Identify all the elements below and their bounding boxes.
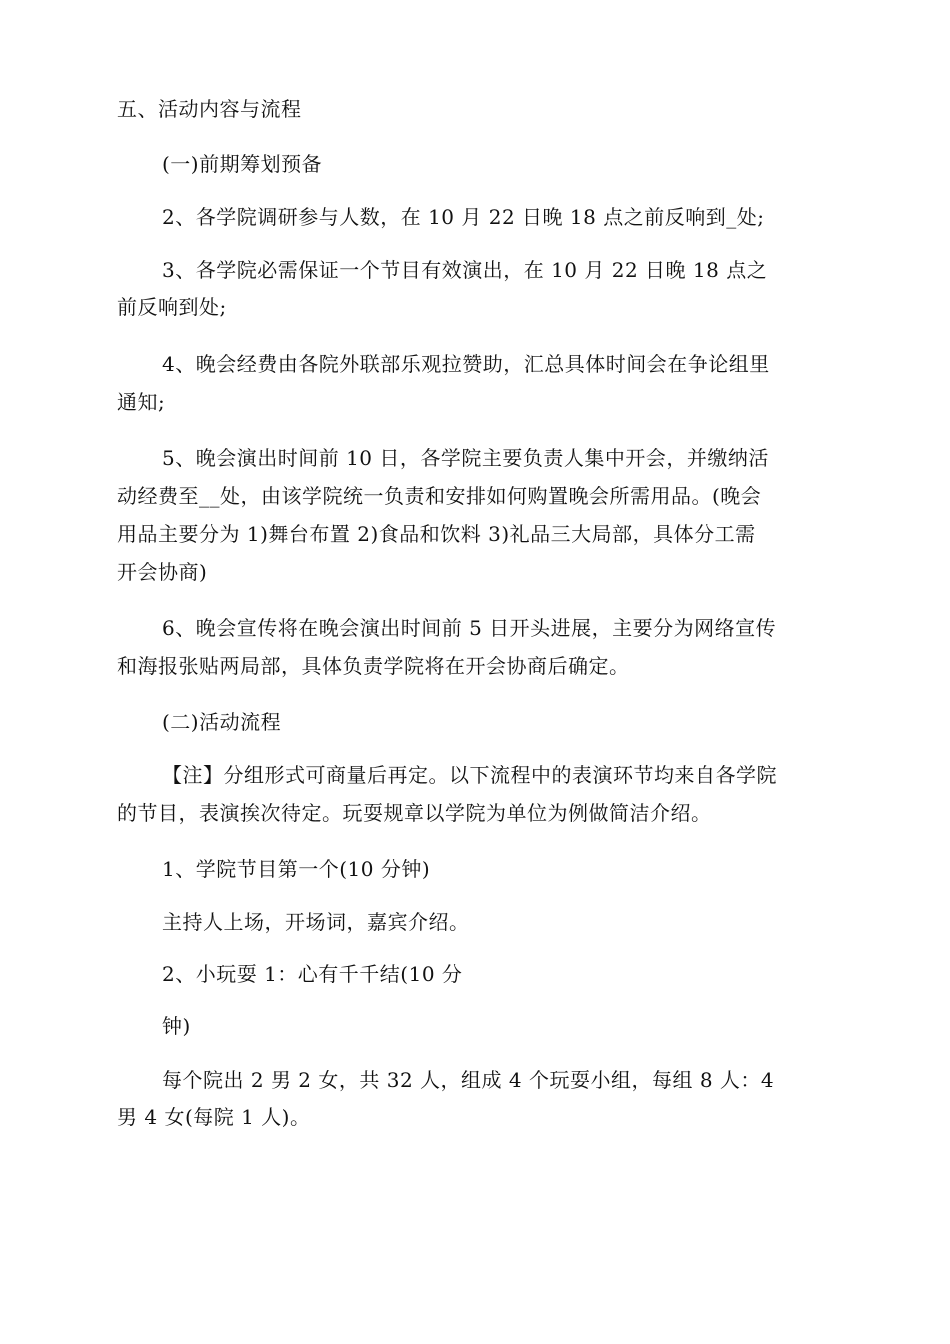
paragraph-item-4-line-2: 通知; — [117, 390, 166, 414]
paragraph-item-6-line-2: 和海报张贴两局部，具体负责学院将在开会协商后确定。 — [117, 654, 630, 678]
paragraph-item-5-line-4: 开会协商) — [117, 560, 208, 584]
paragraph-item-5-line-3: 用品主要分为 1)舞台布置 2)食品和饮料 3)礼品三大局部，具体分工需 — [117, 522, 756, 546]
paragraph-item-6-line-1: 6、晚会宣传将在晚会演出时间前 5 日开头进展，主要分为网络宣传 — [162, 616, 777, 640]
flow-item-2-title-line-1: 2、小玩耍 1：心有千千结(10 分 — [162, 962, 463, 986]
flow-item-2-title-line-2: 钟) — [162, 1014, 191, 1038]
flow-item-2-description-line-1: 每个院出 2 男 2 女，共 32 人，组成 4 个玩耍小组，每组 8 人：4 — [162, 1068, 775, 1092]
paragraph-item-3-line-1: 3、各学院必需保证一个节目有效演出，在 10 月 22 日晚 18 点之 — [162, 258, 768, 282]
paragraph-item-2: 2、各学院调研参与人数，在 10 月 22 日晚 18 点之前反响到_处; — [162, 205, 765, 229]
paragraph-item-5-line-1: 5、晚会演出时间前 10 日，各学院主要负责人集中开会，并缴纳活 — [162, 446, 769, 470]
note-line-2: 的节目，表演挨次待定。玩耍规章以学院为单位为例做简洁介绍。 — [117, 801, 712, 825]
flow-item-1-description: 主持人上场，开场词，嘉宾介绍。 — [162, 910, 470, 934]
paragraph-item-4-line-1: 4、晚会经费由各院外联部乐观拉赞助，汇总具体时间会在争论组里 — [162, 352, 770, 376]
flow-item-1-title: 1、学院节目第一个(10 分钟) — [162, 857, 431, 881]
subsection-title-flow: (二)活动流程 — [162, 710, 282, 734]
subsection-title-preparation: (一)前期筹划预备 — [162, 152, 323, 176]
note-line-1: 【注】分组形式可商量后再定。以下流程中的表演环节均来自各学院 — [162, 763, 777, 787]
flow-item-2-description-line-2: 男 4 女(每院 1 人)。 — [117, 1105, 311, 1129]
section-title: 五、活动内容与流程 — [117, 97, 302, 121]
paragraph-item-3-line-2: 前反响到处; — [117, 295, 227, 319]
paragraph-item-5-line-2: 动经费至__处，由该学院统一负责和安排如何购置晚会所需用品。(晚会 — [117, 484, 762, 508]
